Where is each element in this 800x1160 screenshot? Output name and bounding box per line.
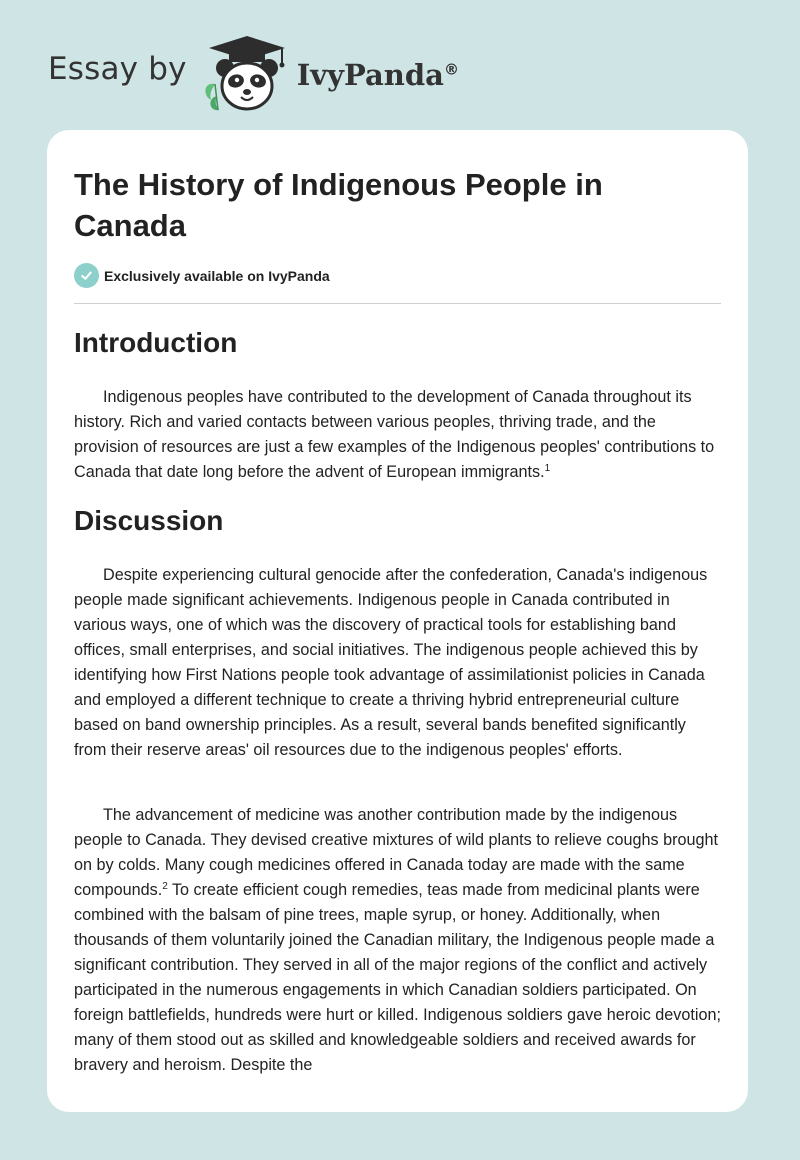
brand-prefix: Essay by [48, 51, 187, 87]
brand-header [48, 34, 459, 114]
check-icon [74, 263, 99, 288]
exclusive-badge [74, 263, 330, 288]
divider [74, 303, 721, 304]
section-heading-introduction: Introduction [74, 327, 238, 358]
essay-card [47, 130, 748, 1112]
panda-logo-icon [201, 34, 293, 114]
badge-text: Exclusively available on IvyPanda [104, 267, 330, 284]
footnote-ref[interactable]: 2 [162, 881, 168, 892]
section-heading-discussion: Discussion [74, 505, 224, 536]
essay-title: The History of Indigenous People in Canada [74, 167, 603, 243]
brand-name: IvyPanda® [296, 58, 459, 92]
paragraph-discussion-1: Despite experiencing cultural genocide after the confederation, Canada's indigenous people made significant achievements. Indigenous people in Canada contributed in various ways, one of which was the discovery of practical tools for establishing band offices, small enterprises, and social initiatives. The indigenous people achieved this by identifying how First Nations people took advantage of assimilationist policies in Canada and employed a different technique to create a thriving hybrid entrepreneurial culture based on band ownership principles. As a result, several bands benefited significantly from their reserve areas' oil resources due to the indigenous peoples' efforts. [74, 566, 708, 759]
footnote-ref[interactable]: 1 [544, 463, 551, 474]
paragraph-introduction: Indigenous peoples have contributed to the development of Canada throughout its history. Rich and varied contacts between various peoples, thriving trade, and the provision of resources are just a few examples of the Indigenous peoples' contributions to Canada that date long before the advent of European immigrants.$^1$ [74, 388, 715, 481]
paragraph-discussion-2: The advancement of medicine was another contribution made by the indigenous people to Canada. They devised creative mixtures of wild plants to relieve coughs brought on by colds. Many cough medicines offered in Canada today are made with the same compounds.$^2$ To create efficient cough remedies, teas made from medicinal plants were combined with the balsam of pine trees, maple syrup, or honey. Additionally, when thousands of them voluntarily joined the Canadian military, the Indigenous people made a significant contribution. They served in all of the major regions of the conflict and actively participated in the numerous engagements in which Canadian soldiers participated. On foreign battlefields, hundreds were hurt or killed. Indigenous soldiers gave heroic devotion; many of them stood out as skilled and knowledgeable soldiers and received awards for bravery and heroism. Despite the [74, 806, 721, 1074]
